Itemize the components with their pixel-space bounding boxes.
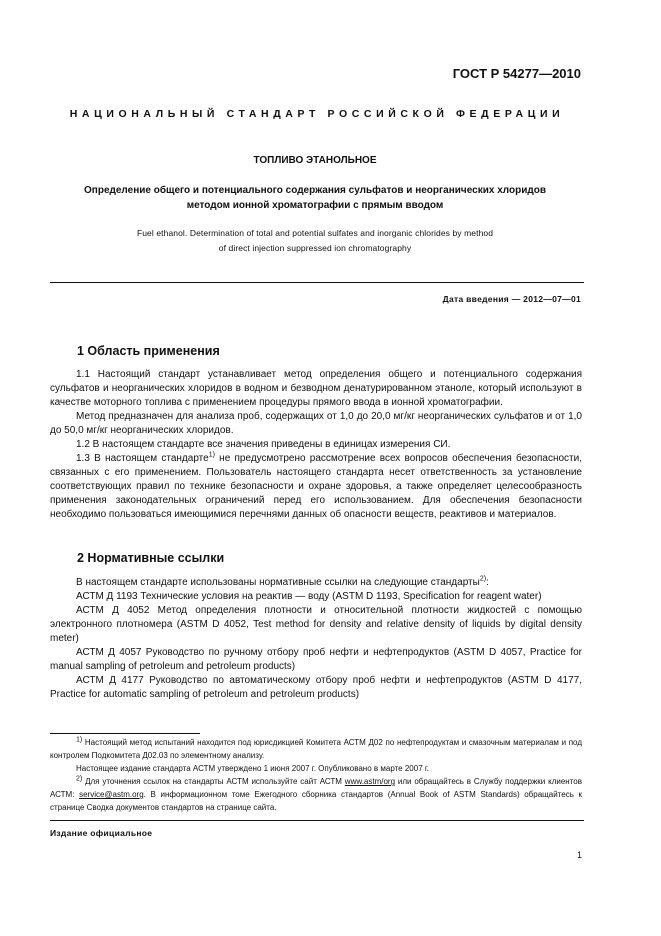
paragraph-1-3-rest: не предусмотрено рассмотрение всех вопросов обеспечения безопасности, связанных с его применением. Пользователь настоящего стандарта несет ответственность за установление соответствующих правил по технике безопасности и охране здоровья, а также определяет целесообразность применения законодательных ограничений перед его использованием. Для обеспечения безопасности необходимо пользоваться имеющимися перечнями данных об опасности веществ, реактивов и материалов. bbox=[50, 453, 582, 520]
section-1-body bbox=[50, 368, 582, 522]
astm-email-link[interactable]: service@astm.org bbox=[79, 790, 144, 799]
subtitle-line-1: Определение общего и потенциального содержания сульфатов и неорганических хлоридов bbox=[84, 185, 546, 196]
footnote-2-text-3: . В информационном томе Ежегодного сборника стандартов (Annual Book of ASTM Standards) обращайтесь к странице Сводка документов стандартов на странице сайта. bbox=[50, 790, 582, 812]
footnote-1-text: Настоящий метод испытаний находится под юрисдикцией Комитета АСТМ Д02 по нефтепродуктам и смазочным материалам и под контролем Подкомитета Д02.03 по элементному анализу. bbox=[50, 738, 582, 760]
header-divider bbox=[50, 282, 584, 283]
reference-astm-d4052: АСТМ Д 4052 Метод определения плотности и относительной плотности жидкостей с помощью электронного плотномера (ASTM D 4052, Test method for density and relative density of liquids by digital density meter) bbox=[50, 605, 582, 644]
footer-divider bbox=[50, 820, 584, 821]
references-intro bbox=[50, 576, 582, 590]
footnote-1-mark: 1) bbox=[76, 736, 83, 744]
paragraph-1-3-start: 1.3 В настоящем стандарте bbox=[76, 453, 209, 464]
footnotes bbox=[50, 736, 582, 814]
references-intro-end: : bbox=[486, 577, 489, 588]
footnote-1-edition: Настоящее издание стандарта АСТМ утверждено 1 июня 2007 г. Опубликовано в марте 2007 г. bbox=[76, 764, 430, 773]
paragraph-1-1: 1.1 Настоящий стандарт устанавливает метод определения общего и потенциального содержания сульфатов и неорганических хлоридов в водном и безводном денатурированном этаноле, который используют в качестве моторного топлива с применением процедуры прямого ввода в ионной хроматографии. bbox=[50, 369, 582, 408]
introduction-date: Дата введения — 2012—07—01 bbox=[442, 294, 581, 304]
official-edition-label: Издание официальное bbox=[50, 828, 153, 838]
footnote-ref-2[interactable]: 2) bbox=[479, 575, 487, 583]
reference-astm-d4057: АСТМ Д 4057 Руководство по ручному отбору проб нефти и нефтепродуктов (ASTM D 4057, Practice for manual sampling of petroleum and petroleum products) bbox=[50, 647, 582, 672]
footnote-2-text-2: или обращайтесь в Службу поддержки клиентов АСТМ: bbox=[50, 777, 582, 799]
paragraph-1-3 bbox=[50, 452, 582, 522]
section-2-heading: 2 Нормативные ссылки bbox=[77, 551, 225, 565]
footnote-2-text-1: Для уточнения ссылок на стандарты АСТМ используйте сайт АСТМ bbox=[82, 777, 345, 786]
footnote-1 bbox=[50, 736, 582, 762]
english-title bbox=[50, 226, 580, 256]
english-title-line-1: Fuel ethanol. Determination of total and potential sulfates and inorganic chlorides by method bbox=[136, 228, 494, 238]
footnote-ref-1[interactable]: 1) bbox=[208, 451, 215, 459]
national-standard-heading: НАЦИОНАЛЬНЫЙ СТАНДАРТ РОССИЙСКОЙ ФЕДЕРАЦИИ bbox=[69, 108, 565, 120]
reference-astm-d1193: АСТМ Д 1193 Технические условия на реактив — воду (ASTM D 1193, Specification for reagent water) bbox=[76, 591, 542, 602]
footnote-2-mark: 2) bbox=[76, 775, 83, 783]
english-title-line-2: of direct injection suppressed ion chromatography bbox=[218, 243, 412, 253]
page-number: 1 bbox=[576, 850, 582, 860]
standard-number: ГОСТ Р 54277—2010 bbox=[452, 66, 581, 81]
paragraph-1-2: 1.2 В настоящем стандарте все значения приведены в единицах измерения СИ. bbox=[76, 439, 451, 450]
document-title: ТОПЛИВО ЭТАНОЛЬНОЕ bbox=[253, 155, 377, 166]
subtitle-line-2: методом ионной хроматографии с прямым вводом bbox=[186, 200, 444, 211]
section-2-body bbox=[50, 576, 582, 702]
footnote-divider bbox=[50, 733, 200, 734]
astm-website-link[interactable]: www.astm/org bbox=[344, 777, 396, 786]
paragraph-method-range: Метод предназначен для анализа проб, содержащих от 1,0 до 20,0 мг/кг неорганических сульфатов и от 1,0 до 50,0 мг/кг неорганических хлоридов. bbox=[50, 411, 582, 436]
reference-astm-d4177: АСТМ Д 4177 Руководство по автоматическому отбору проб нефти и нефтепродуктов (ASTM D 4177, Practice for automatic sampling of petroleum and petroleum products) bbox=[50, 675, 582, 700]
document-subtitle bbox=[50, 183, 580, 213]
footnote-2 bbox=[50, 775, 582, 814]
section-1-heading: 1 Область применения bbox=[77, 344, 220, 358]
references-intro-text: В настоящем стандарте использованы нормативные ссылки на следующие стандарты bbox=[76, 577, 480, 588]
